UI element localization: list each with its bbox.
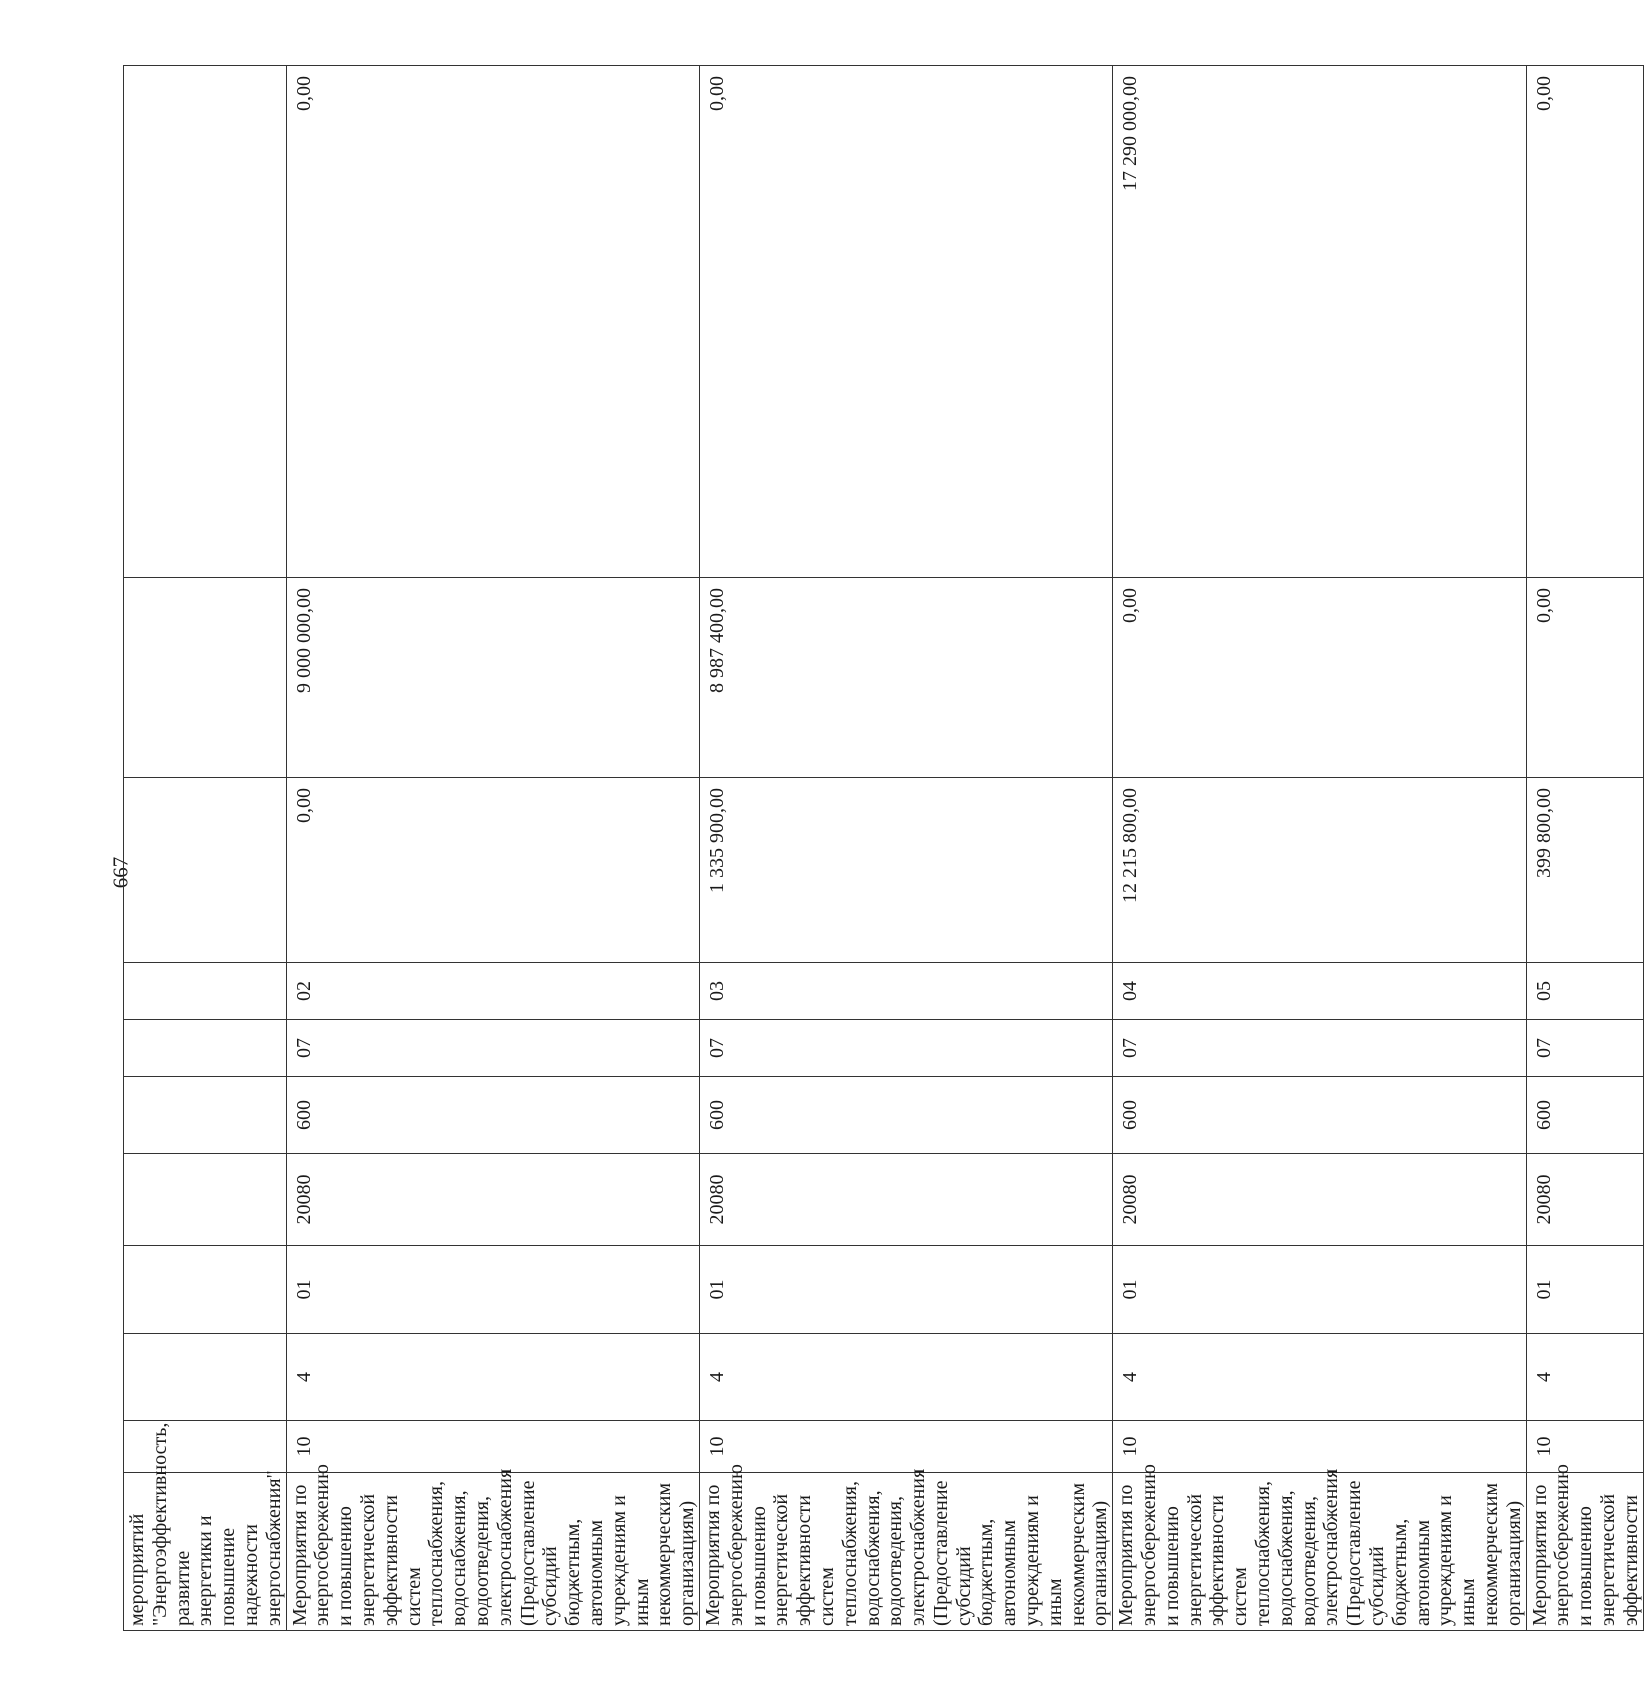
amount-cell: 399 800,00 — [1526, 777, 1643, 962]
amount-cell: 0,00 — [1113, 577, 1526, 777]
code-cell: 03 — [699, 962, 1112, 1019]
code-cell: 07 — [1526, 1019, 1643, 1076]
code-cell: 10 — [1113, 1420, 1526, 1472]
code-cell: 07 — [699, 1019, 1112, 1076]
table-row — [286, 65, 699, 1630]
code-cell: 10 — [286, 1420, 699, 1472]
amount-cell: 0,00 — [286, 65, 699, 577]
code-cell: 600 — [286, 1076, 699, 1153]
code-cell: 01 — [699, 1245, 1112, 1333]
row-name-cell: Мероприятия по энергосбережению и повышению энергетической эффективности систем теплоснабжения, водоснабжения, водоотведения, электроснабжения (Предоставление субсидий бюджетным, автономным учреждениям и иным некоммерческим организациям) — [286, 1472, 699, 1630]
amount-cell: 9 000 000,00 — [286, 577, 699, 777]
code-cell — [124, 1153, 287, 1245]
code-cell: 4 — [1526, 1333, 1643, 1420]
code-cell — [124, 1019, 287, 1076]
amount-cell: 0,00 — [286, 777, 699, 962]
code-cell: 01 — [1526, 1245, 1643, 1333]
amount-cell: 12 215 800,00 — [1113, 777, 1526, 962]
code-cell: 600 — [1526, 1076, 1643, 1153]
code-cell: 04 — [1113, 962, 1526, 1019]
code-cell: 10 — [699, 1420, 1112, 1472]
row-name-cell: Мероприятия по энергосбережению и повышению энергетической эффективности систем теплоснабжения, водоснабжения, водоотведения, электроснабжения (Предоставление субсидий бюджетным, автономным учреждениям и иным некоммерческим организациям) — [699, 1472, 1112, 1630]
code-cell: 600 — [699, 1076, 1112, 1153]
code-cell: 20080 — [1113, 1153, 1526, 1245]
code-cell: 05 — [1526, 962, 1643, 1019]
code-cell — [124, 962, 287, 1019]
amount-cell — [124, 777, 287, 962]
table-row — [124, 65, 287, 1630]
code-cell: 10 — [1526, 1420, 1643, 1472]
code-cell — [124, 1076, 287, 1153]
code-cell: 07 — [286, 1019, 699, 1076]
code-cell: 01 — [1113, 1245, 1526, 1333]
code-cell: 4 — [699, 1333, 1112, 1420]
amount-cell: 0,00 — [1526, 577, 1643, 777]
amount-cell: 8 987 400,00 — [699, 577, 1112, 777]
code-cell: 20080 — [286, 1153, 699, 1245]
code-cell: 02 — [286, 962, 699, 1019]
code-cell: 01 — [286, 1245, 699, 1333]
code-cell: 4 — [286, 1333, 699, 1420]
code-cell — [124, 1333, 287, 1420]
page-number: 667 — [108, 856, 133, 889]
code-cell — [124, 1245, 287, 1333]
amount-cell — [124, 577, 287, 777]
table-row — [1113, 65, 1526, 1630]
amount-cell — [124, 65, 287, 577]
code-cell: 20080 — [699, 1153, 1112, 1245]
row-name-cell: Мероприятия по энергосбережению и повышению энергетической эффективности — [1526, 1472, 1643, 1630]
amount-cell: 1 335 900,00 — [699, 777, 1112, 962]
rotated-table-sheet — [123, 66, 1642, 1631]
row-name-cell: Мероприятия по энергосбережению и повышению энергетической эффективности систем теплоснабжения, водоснабжения, водоотведения, электроснабжения (Предоставление субсидий бюджетным, автономным учреждениям и иным некоммерческим организациям) — [1113, 1472, 1526, 1630]
amount-cell: 0,00 — [699, 65, 1112, 577]
code-cell: 20080 — [1526, 1153, 1643, 1245]
code-cell: 600 — [1113, 1076, 1526, 1153]
amount-cell: 17 290 000,00 — [1113, 65, 1526, 577]
code-cell — [124, 1420, 287, 1472]
code-cell: 07 — [1113, 1019, 1526, 1076]
table-row — [1526, 65, 1643, 1630]
amount-cell: 0,00 — [1526, 65, 1643, 577]
table-row — [699, 65, 1112, 1630]
code-cell: 4 — [1113, 1333, 1526, 1420]
budget-table — [123, 65, 1644, 1631]
row-name-cell: мероприятий "Энергоэффективность, развитие энергетики и повышение надежности энергоснабжения" — [124, 1472, 287, 1630]
